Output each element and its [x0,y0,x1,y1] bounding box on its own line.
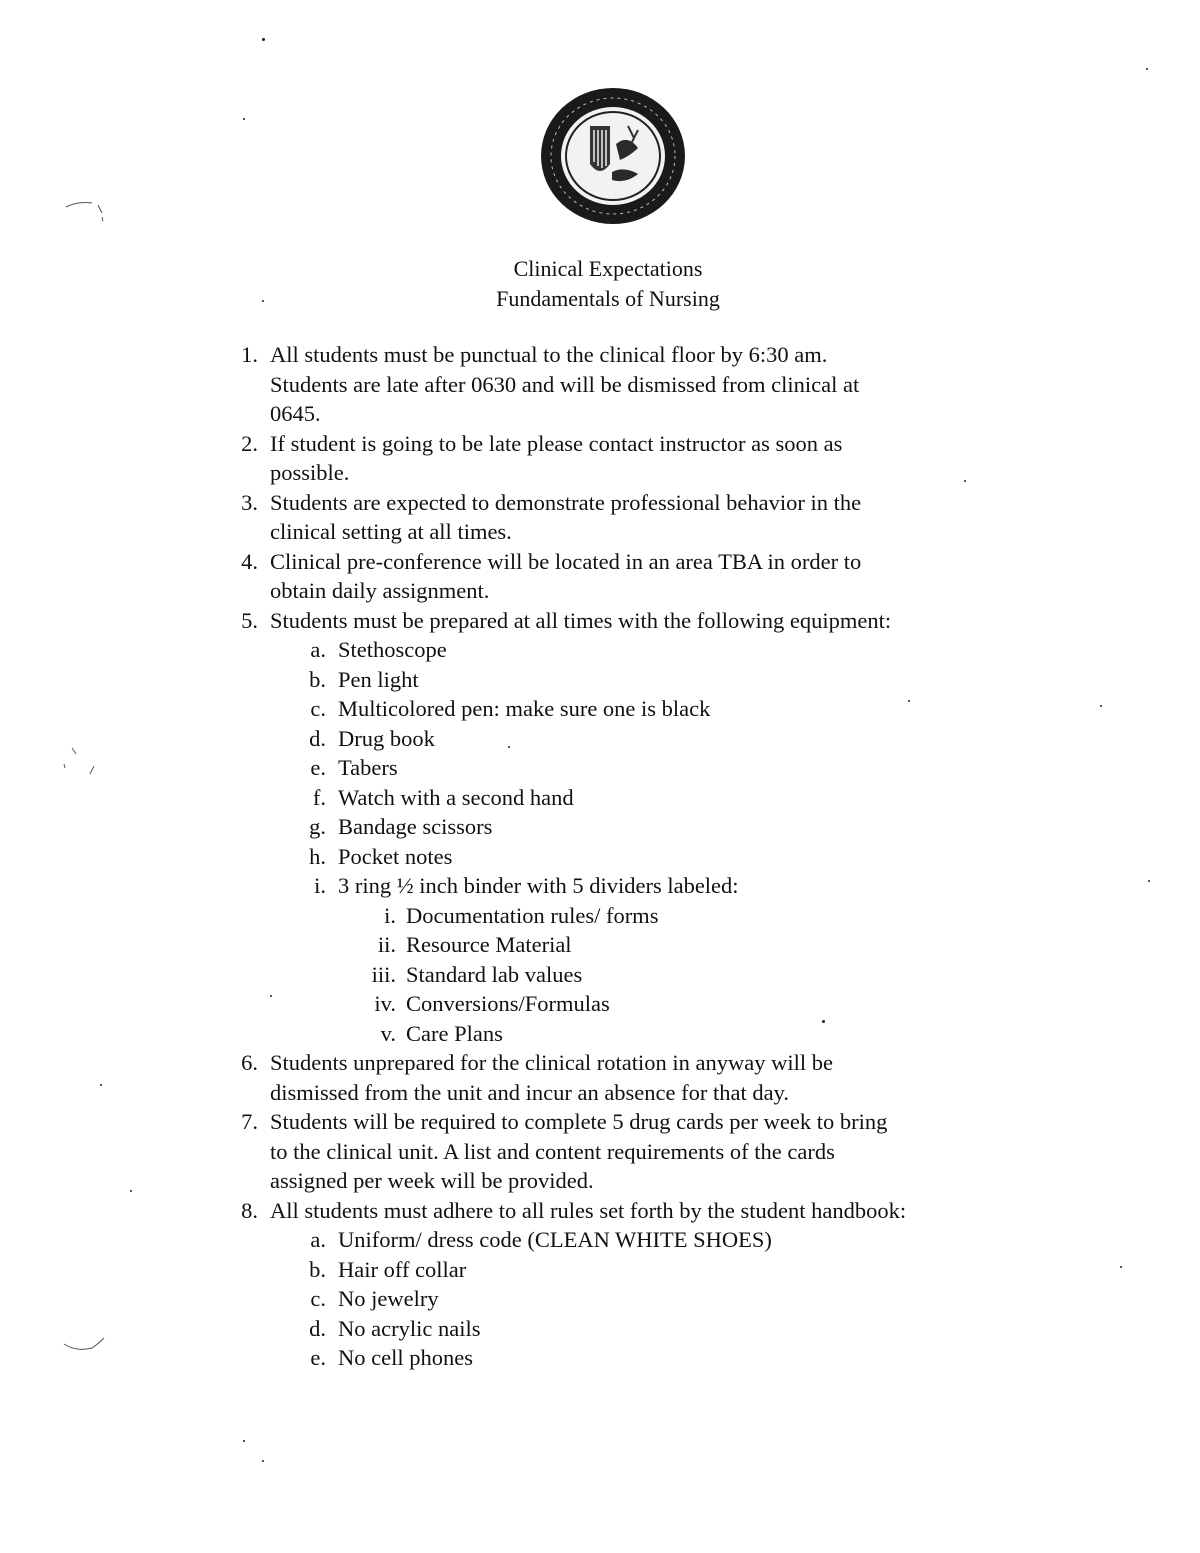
scan-speck [262,1460,264,1462]
sub-list-item [0,694,1200,724]
sub-list-item-number: b. [309,666,326,692]
sub-list-item [0,1314,1200,1344]
scan-speck [508,746,510,748]
scan-speck [270,995,272,997]
list-item [0,1196,1200,1226]
list-item-text: Clinical pre-conference will be located in an area TBA in order to [270,548,862,574]
scan-speck [1148,880,1150,882]
list-item-text: assigned per week will be provided. [270,1168,594,1193]
sub-sub-list-item-number: v. [380,1020,396,1046]
list-item [0,517,1200,547]
list-item-number: 6. [241,1050,258,1075]
list-item-number: 5. [241,607,258,633]
sub-list-item-text: 3 ring ½ inch binder with 5 dividers labeled: [338,873,739,898]
list-item-number: 4. [241,548,258,574]
scan-speck [262,300,264,302]
list-item [0,1107,1200,1137]
sub-list-item-number: g. [309,814,326,839]
list-item-number: 7. [241,1109,258,1134]
list-item [0,576,1200,606]
list-item-text: clinical setting at all times. [270,519,512,544]
sub-sub-list-item-text: Documentation rules/ forms [406,902,659,928]
sub-list-item [0,783,1200,813]
list-item [0,458,1200,488]
expectations-list [0,340,1200,1373]
list-item-text: 0645. [270,401,321,426]
scan-speck [908,700,910,702]
list-item [0,547,1200,577]
sub-list-item [0,1343,1200,1373]
sub-sub-list-item [0,901,1200,931]
list-item [0,1137,1200,1167]
scan-speck [1146,68,1148,70]
list-item [0,488,1200,518]
sub-list-item-text: Watch with a second hand [338,784,574,810]
scan-mark [60,744,106,780]
scan-speck [1100,705,1102,707]
sub-list-item [0,724,1200,754]
list-item-text: Students unprepared for the clinical rotation in anyway will be [270,1050,833,1075]
sub-list-item-number: h. [309,843,326,869]
sub-list-item-number: b. [309,1256,326,1282]
sub-list-item-number: d. [309,725,326,751]
sub-list-item-text: Uniform/ dress code (CLEAN WHITE SHOES) [338,1227,772,1252]
sub-list-item [0,812,1200,842]
sub-list-item-text: Bandage scissors [338,814,493,839]
list-item [0,1166,1200,1196]
sub-list-item [0,1225,1200,1255]
scan-speck [100,1084,102,1086]
scan-mark [64,195,108,225]
list-item-text: Students will be required to complete 5 drug cards per week to bring [270,1109,888,1134]
sub-sub-list-item-number: iv. [374,991,396,1016]
list-item [0,340,1200,370]
scan-speck [262,38,265,41]
sub-sub-list-item [0,1019,1200,1049]
list-item-text: to the clinical unit. A list and content requirements of the cards [270,1138,835,1164]
list-item [0,1048,1200,1078]
list-item [0,606,1200,636]
list-item [0,370,1200,400]
list-item-number: 8. [241,1197,258,1223]
list-item-text: Students are late after 0630 and will be dismissed from clinical at [270,371,860,397]
list-item-text: All students must be punctual to the clinical floor by 6:30 am. [270,342,828,367]
scan-speck [243,118,245,120]
sub-list-item-number: f. [312,784,326,810]
list-item-text: possible. [270,460,350,485]
list-item-number: 3. [241,489,258,515]
sub-sub-list-item [0,960,1200,990]
list-item-text: Students are expected to demonstrate professional behavior in the [270,489,862,515]
list-item-number: 1. [241,342,258,367]
sub-list-item-text: Pen light [338,666,419,692]
scan-mark [62,1336,108,1358]
sub-list-item-text: Pocket notes [338,843,453,869]
scan-speck [243,1440,245,1442]
sub-sub-list-item [0,930,1200,960]
scan-speck [822,1020,825,1023]
sub-sub-list-item-number: i. [384,902,396,928]
list-item-text: obtain daily assignment. [270,578,490,603]
sub-list-item [0,665,1200,695]
sub-list-item-text: Hair off collar [338,1256,467,1282]
sub-list-item [0,871,1200,901]
sub-list-item-text: No jewelry [338,1286,439,1311]
sub-list-item [0,753,1200,783]
list-item [0,1078,1200,1108]
sub-list-item-number: a. [310,1227,326,1252]
sub-sub-list-item-text: Resource Material [406,932,572,957]
sub-list-item-text: Tabers [338,755,398,780]
sub-list-item-text: No acrylic nails [338,1315,481,1341]
university-seal-logo [538,86,688,226]
sub-list-item-text: No cell phones [338,1345,473,1370]
sub-sub-list-item [0,989,1200,1019]
scan-speck [130,1190,132,1192]
sub-sub-list-item-number: iii. [371,961,396,987]
list-item-text: All students must adhere to all rules set forth by the student handbook: [270,1197,907,1223]
sub-list-item-number: a. [310,637,326,662]
sub-list-item [0,1284,1200,1314]
list-item [0,399,1200,429]
list-item-number: 2. [241,430,258,456]
document-title: Clinical Expectations [513,256,703,281]
document-subtitle: Fundamentals of Nursing [496,286,720,311]
list-item [0,429,1200,459]
sub-list-item [0,635,1200,665]
sub-list-item-number: c. [310,696,326,721]
sub-sub-list-item-text: Conversions/Formulas [406,991,610,1016]
list-item-text: Students must be prepared at all times with the following equipment: [270,607,892,633]
sub-list-item-text: Drug book [338,725,435,751]
sub-list-item [0,1255,1200,1285]
sub-list-item-number: e. [310,1345,326,1370]
scan-speck [1120,1266,1122,1268]
sub-sub-list-item-number: ii. [377,932,396,957]
sub-list-item [0,842,1200,872]
list-item-text: dismissed from the unit and incur an absence for that day. [270,1079,790,1105]
sub-list-item-number: i. [314,873,326,898]
list-item-text: If student is going to be late please contact instructor as soon as [270,430,843,456]
sub-list-item-number: d. [309,1315,326,1341]
sub-sub-list-item-text: Standard lab values [406,961,583,987]
sub-list-item-text: Stethoscope [338,637,447,662]
scan-speck [964,480,966,482]
sub-list-item-number: e. [310,755,326,780]
sub-list-item-text: Multicolored pen: make sure one is black [338,696,711,721]
sub-sub-list-item-text: Care Plans [406,1020,503,1046]
sub-list-item-number: c. [310,1286,326,1311]
